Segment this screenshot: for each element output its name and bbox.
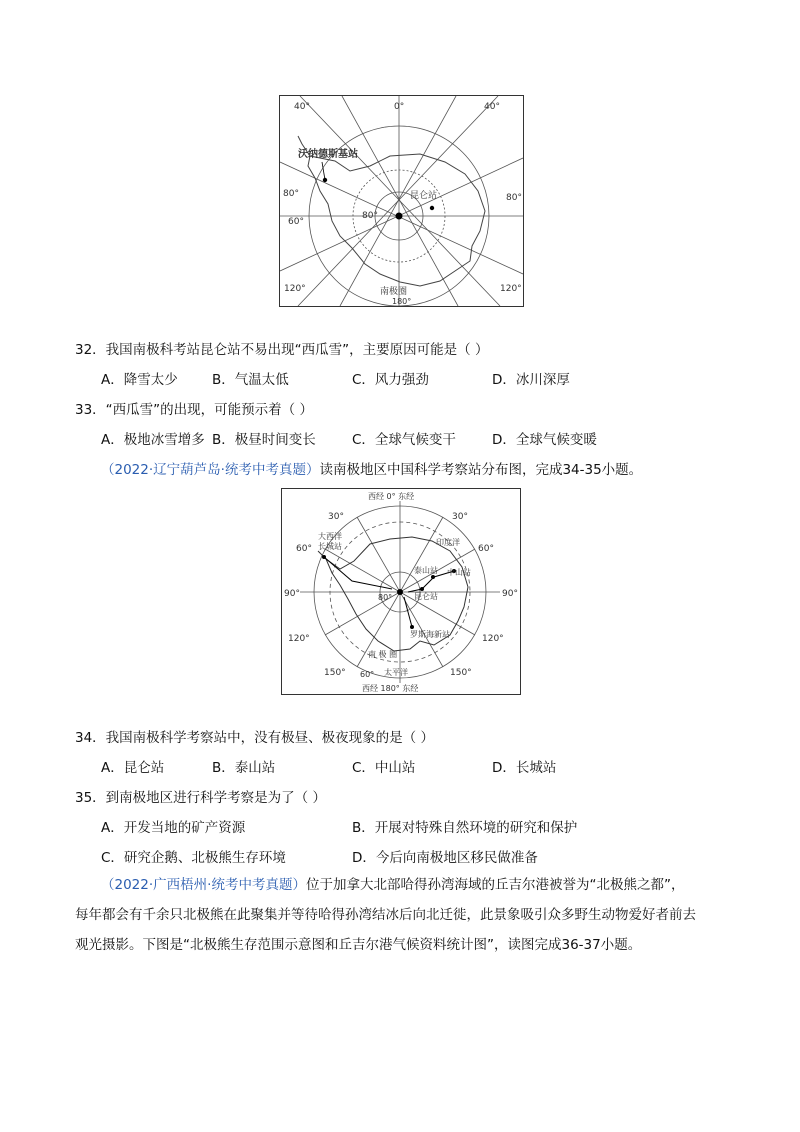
- map2-top-label: 西经 0° 东经: [368, 492, 415, 501]
- station-label-luosi: 罗斯海新站: [410, 630, 450, 639]
- lon-label: 0°: [394, 102, 405, 112]
- option-35-d[interactable]: D．今后向南极地区移民做准备: [352, 850, 538, 866]
- lon-label: 90°: [284, 589, 300, 599]
- lon-label: 60°: [360, 670, 375, 679]
- lon-label: 80°: [506, 193, 522, 203]
- lon-label: 60°: [288, 217, 304, 227]
- taishan-station-marker: [431, 575, 435, 579]
- option-32-c[interactable]: C．风力强劲: [352, 372, 429, 388]
- intro-36-37: [75, 870, 735, 960]
- option-35-a[interactable]: A．开发当地的矿产资源: [101, 820, 246, 836]
- option-33-d[interactable]: D．全球气候变暖: [492, 432, 597, 448]
- lat-label: 80°: [362, 211, 378, 221]
- source-citation: （2022·辽宁葫芦岛·统考中考真题）: [101, 462, 320, 478]
- intro-line-2: 每年都会有千余只北极熊在此聚集并等待哈得孙湾结冰后向北迁徙，此景象吸引众多野生动物爱好者前去: [75, 907, 696, 923]
- option-34-a[interactable]: A．昆仑站: [101, 760, 165, 776]
- station-label-kunlun: 昆仑站: [410, 191, 438, 201]
- source-citation: （2022·广西梧州·统考中考真题）: [101, 877, 306, 893]
- lon-label: 120°: [284, 284, 306, 294]
- intro-text: 读南极地区中国科学考察站分布图，完成34-35小题。: [319, 462, 643, 478]
- option-33-b[interactable]: B．极昼时间变长: [212, 432, 316, 448]
- station-label-zhongshan: 中山站: [447, 568, 471, 577]
- lon-label: 120°: [288, 634, 310, 644]
- option-32-b[interactable]: B．气温太低: [212, 372, 289, 388]
- ocean-label-indian: 印度洋: [436, 538, 460, 547]
- antarctic-circle-label: 南 极 圈: [368, 650, 398, 659]
- lon-label: 60°: [478, 544, 494, 554]
- option-32-d[interactable]: D．冰川深厚: [492, 372, 570, 388]
- lon-label: 120°: [500, 284, 522, 294]
- antarctic-map-1: [279, 95, 524, 307]
- option-34-d[interactable]: D．长城站: [492, 760, 557, 776]
- map2-bottom-label: 西经 180° 东经: [362, 684, 419, 693]
- ocean-label-pacific: 太平洋: [384, 668, 408, 677]
- lon-label: 30°: [452, 512, 468, 522]
- station-label-taishan: 泰山站: [414, 566, 438, 575]
- changcheng-station-marker: [322, 555, 326, 559]
- question-33: 33．“西瓜雪”的出现，可能预示着（ ）: [75, 402, 313, 418]
- option-33-c[interactable]: C．全球气候变干: [352, 432, 456, 448]
- lon-label: 60°: [296, 544, 312, 554]
- intro-34-35: [101, 458, 642, 478]
- station-label-changcheng: 长城站: [318, 542, 342, 551]
- question-34: 34．我国南极科学考察站中，没有极昼、极夜现象的是（ ）: [75, 730, 434, 746]
- option-35-c[interactable]: C．研究企鹅、北极熊生存环境: [101, 850, 286, 866]
- bottom-lon-label: 180°: [392, 297, 412, 306]
- station-label-vernadsky: 沃纳德斯基站: [298, 149, 358, 160]
- option-34-b[interactable]: B．泰山站: [212, 760, 276, 776]
- question-35: 35．到南极地区进行科学考察是为了（ ）: [75, 790, 326, 806]
- ocean-label-atlantic: 大西洋: [318, 532, 342, 541]
- option-35-b[interactable]: B．开展对特殊自然环境的研究和保护: [352, 820, 578, 836]
- luosi-station-marker: [410, 625, 414, 629]
- option-32-a[interactable]: A．降雪太少: [101, 372, 178, 388]
- station-label-kunlun: 昆仑站: [414, 592, 438, 601]
- option-34-c[interactable]: C．中山站: [352, 760, 416, 776]
- lon-label: 150°: [324, 668, 346, 678]
- lat-label: 80°: [378, 593, 393, 602]
- antarctic-map-2: [281, 488, 521, 695]
- intro-line-3: 观光摄影。下图是“北极熊生存范围示意图和丘吉尔港气候资料统计图”，读图完成36-37小题。: [75, 937, 642, 953]
- antarctic-circle-label: 南极圈: [380, 287, 408, 297]
- lon-label: 90°: [502, 589, 518, 599]
- intro-line-1: （2022·广西梧州·统考中考真题）位于加拿大北部哈得孙湾海域的丘吉尔港被誉为“北极熊之都”，: [101, 877, 685, 893]
- lon-label: 150°: [450, 668, 472, 678]
- lon-label: 40°: [294, 102, 310, 112]
- kunlun-station-marker: [420, 587, 424, 591]
- lon-label: 40°: [484, 102, 500, 112]
- lon-label: 120°: [482, 634, 504, 644]
- option-33-a[interactable]: A．极地冰雪增多: [101, 432, 205, 448]
- lon-label: 80°: [283, 189, 299, 199]
- kunlun-station-marker: [430, 206, 434, 210]
- lon-label: 30°: [328, 512, 344, 522]
- question-32: 32．我国南极科考站昆仑站不易出现“西瓜雪”，主要原因可能是（ ）: [75, 342, 489, 358]
